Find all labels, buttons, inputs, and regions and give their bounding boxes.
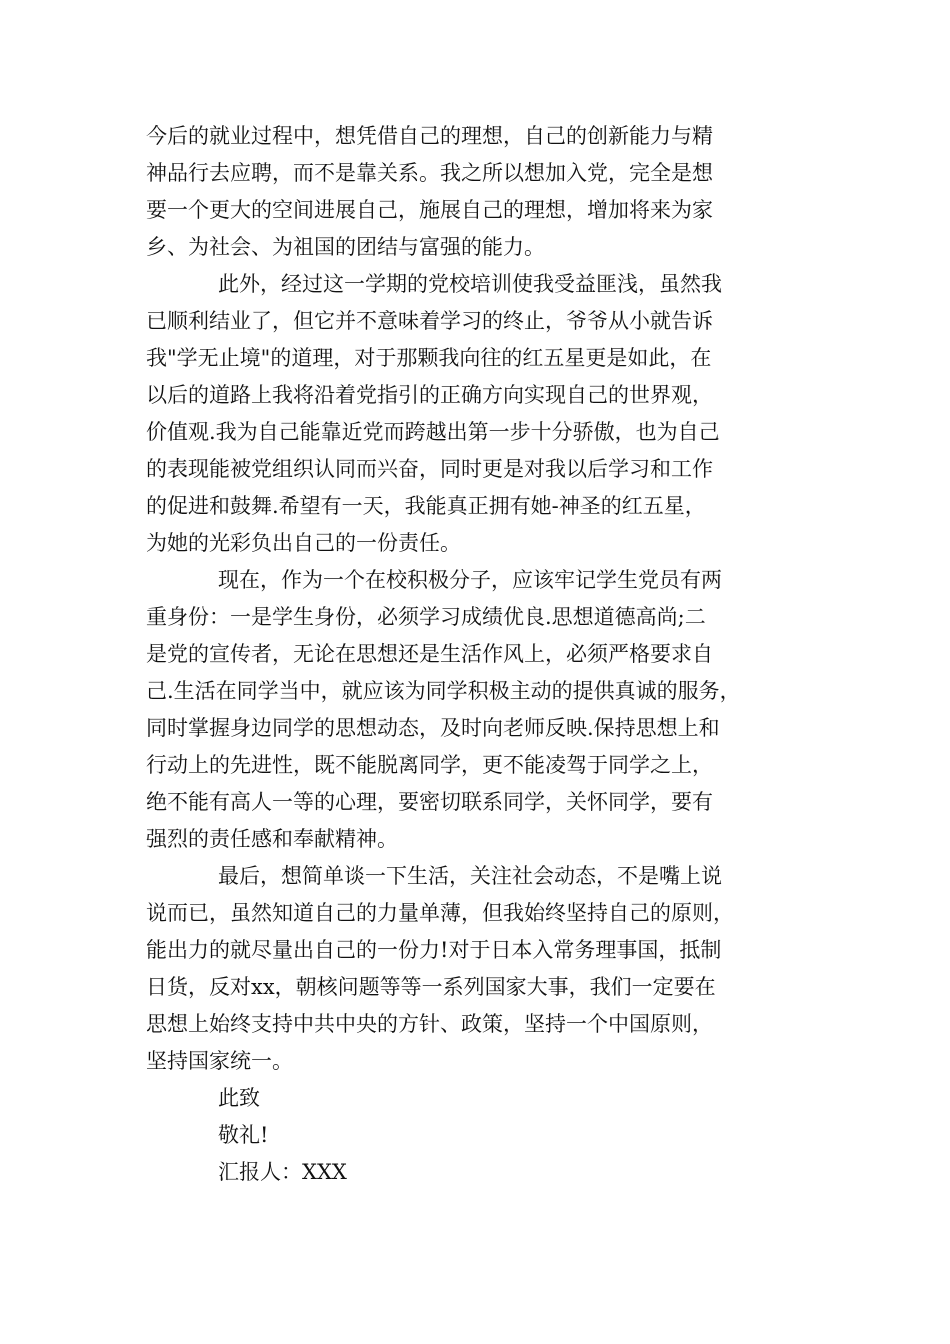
text-line: 乡、为社会、为祖国的团结与富强的能力。	[146, 235, 545, 259]
closing-salutation: 此致	[218, 1086, 260, 1110]
text-line: 价值观.我为自己能靠近党而跨越出第一步十分骄傲，也为自己	[146, 420, 720, 444]
paragraph-start-line: 最后，想简单谈一下生活，关注社会动态，不是嘴上说	[218, 864, 722, 888]
text-line: 坚持国家统一。	[146, 1049, 293, 1073]
text-line: 己.生活在同学当中，就应该为同学积极主动的提供真诚的服务，	[146, 679, 741, 703]
paragraph-start-line: 现在，作为一个在校积极分子，应该牢记学生党员有两	[218, 568, 722, 592]
text-line: 要一个更大的空间进展自己，施展自己的理想，增加将来为家	[146, 198, 713, 222]
text-line: 今后的就业过程中，想凭借自己的理想，自己的创新能力与精	[146, 124, 713, 148]
paragraph-start-line: 此外，经过这一学期的党校培训使我受益匪浅，虽然我	[218, 272, 722, 296]
text-line: 的促进和鼓舞.希望有一天，我能真正拥有她-神圣的红五星，	[146, 494, 706, 518]
text-line: 已顺利结业了，但它并不意味着学习的终止，爷爷从小就告诉	[146, 309, 713, 333]
reporter-signature: 汇报人：XXX	[218, 1160, 347, 1184]
letter-body	[146, 118, 816, 1191]
text-line: 是党的宣传者，无论在思想还是生活作风上，必须严格要求自	[146, 642, 713, 666]
text-line: 日货，反对xx，朝核问题等等一系列国家大事，我们一定要在	[146, 975, 716, 999]
text-line: 能出力的就尽量出自己的一份力!对于日本入常务理事国，抵制	[146, 938, 722, 962]
text-line: 的表现能被党组织认同而兴奋，同时更是对我以后学习和工作	[146, 457, 713, 481]
text-line: 强烈的责任感和奉献精神。	[146, 827, 398, 851]
text-line: 我"学无止境"的道理，对于那颗我向往的红五星更是如此，在	[146, 346, 712, 370]
closing-regards: 敬礼!	[218, 1123, 269, 1147]
text-line: 神品行去应聘，而不是靠关系。我之所以想加入党，完全是想	[146, 161, 713, 185]
text-line: 同时掌握身边同学的思想动态，及时向老师反映.保持思想上和	[146, 716, 720, 740]
text-line: 为她的光彩负出自己的一份责任。	[146, 531, 461, 555]
text-line: 以后的道路上我将沿着党指引的正确方向实现自己的世界观，	[146, 383, 713, 407]
text-line: 绝不能有高人一等的心理，要密切联系同学，关怀同学，要有	[146, 790, 713, 814]
text-line: 思想上始终支持中共中央的方针、政策，坚持一个中国原则，	[146, 1012, 713, 1036]
text-line: 重身份：一是学生身份，必须学习成绩优良.思想道德高尚;二	[146, 605, 706, 629]
text-line: 说而已，虽然知道自己的力量单薄，但我始终坚持自己的原则，	[146, 901, 734, 925]
text-line: 行动上的先进性，既不能脱离同学，更不能凌驾于同学之上，	[146, 753, 713, 777]
